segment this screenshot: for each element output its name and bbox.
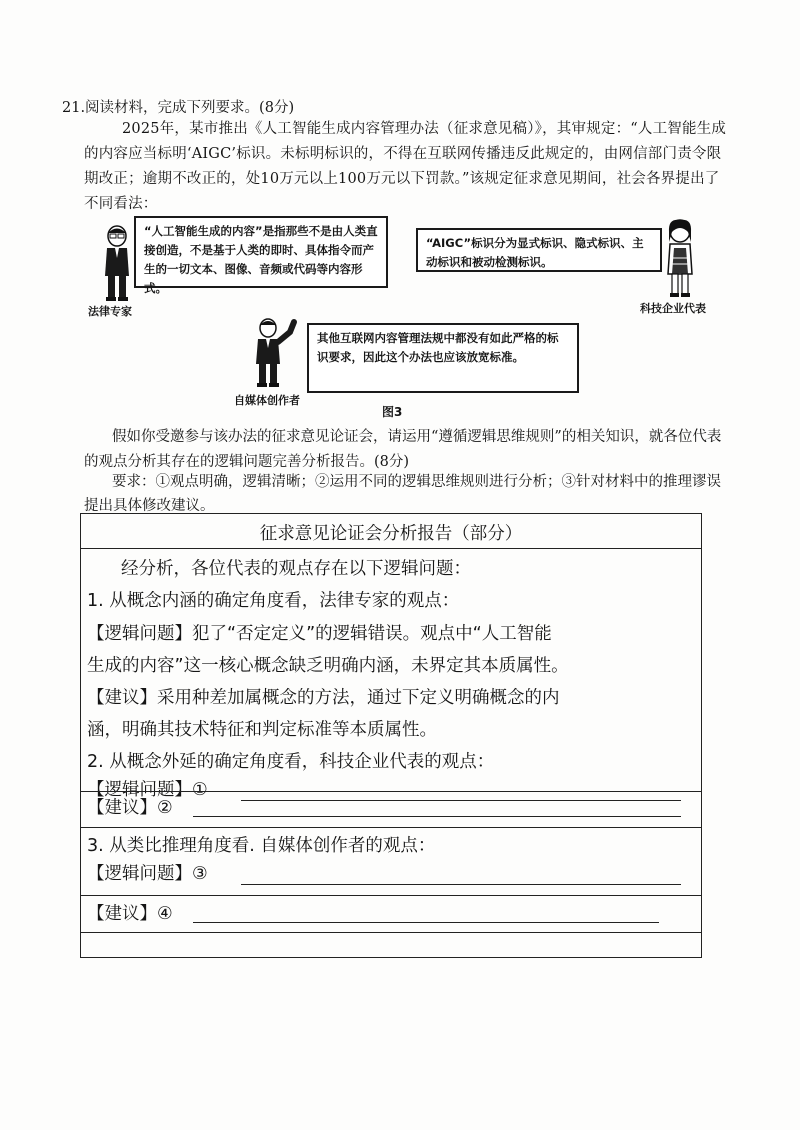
row-divider [81,895,701,896]
section-2-heading: 2. 从概念外延的确定角度看，科技企业代表的观点： [87,752,495,772]
section-3-suggestion-label: 【建议】④ [87,904,173,924]
answer-blank-4[interactable] [193,922,659,923]
material-paragraph: 2025年，某市推出《人工智能生成内容管理办法（征求意见稿）》，其审规定：“人工智能生成的内容应当标明‘AIGC’标识。未标明标识的，不得在互联网传播违反此规定的，由网信部门责令限期改正；逾期不改正的，处10万元以上100万元以下罚款。”该规定征求意见期间，社会各界提出了不同看法： [84,121,727,212]
tech-rep-figure [662,218,698,298]
answer-blank-2[interactable] [193,816,681,817]
section-2-suggestion-label: 【建议】② [87,798,173,818]
section-3-heading: 3. 从类比推理角度看. 自媒体创作者的观点： [87,836,436,856]
section-1-heading: 1. 从概念内涵的确定角度看，法律专家的观点： [87,591,460,611]
question-heading: 21.阅读材料，完成下列要求。(8分) [62,100,295,116]
task-paragraph: 假如你受邀参与该办法的征求意见论证会，请运用“遵循逻辑思维规则”的相关知识，就各位代表的观点分析其存在的逻辑问题完善分析报告。(8分) [84,429,722,470]
media-creator-speech-bubble: 其他互联网内容管理法规中都没有如此严格的标识要求，因此这个办法也应该放宽标准。 [307,323,579,393]
section-1-issue-line-2: 生成的内容”这一核心概念缺乏明确内涵，未界定其本质属性。 [87,656,569,676]
row-divider [81,791,701,792]
report-divider [81,548,701,549]
figure-caption: 图3 [382,405,403,419]
legal-expert-label: 法律专家 [88,305,132,318]
section-1-suggestion-line-1: 【建议】采用种差加属概念的方法，通过下定义明确概念的内 [87,688,560,708]
legal-expert-speech-bubble: “人工智能生成的内容”是指那些不是由人类直接创造，不是基于人类的即时、具体指令而产生的一切文本、图像、音频或代码等内容形式。 [134,216,388,288]
answer-blank-3[interactable] [241,884,681,885]
tech-rep-speech-bubble: “AIGC”标识分为显式标识、隐式标识、主动标识和被动检测标识。 [416,228,662,272]
section-3-issue-label: 【逻辑问题】③ [87,864,208,884]
report-title: 征求意见论证会分析报告（部分） [259,524,523,544]
answer-blank-1[interactable] [241,800,681,801]
requirements-paragraph: 要求：①观点明确，逻辑清晰；②运用不同的逻辑思维规则进行分析；③针对材料中的推理谬误提出具体修改建议。 [84,474,721,514]
section-1-issue-line-1: 【逻辑问题】犯了“否定定义”的逻辑错误。观点中“人工智能 [87,624,552,644]
media-creator-label: 自媒体创作者 [234,394,300,407]
analysis-report-box [80,513,702,958]
legal-expert-figure [100,224,134,302]
section-1-suggestion-line-2: 涵，明确其技术特征和判定标准等本质属性。 [87,720,437,740]
row-divider [81,932,701,933]
media-creator-figure [250,318,298,388]
report-intro: 经分析，各位代表的观点存在以下逻辑问题： [121,559,471,579]
section-2-issue-label: 【逻辑问题】① [87,780,208,800]
row-divider [81,827,701,828]
tech-rep-label: 科技企业代表 [640,302,706,315]
